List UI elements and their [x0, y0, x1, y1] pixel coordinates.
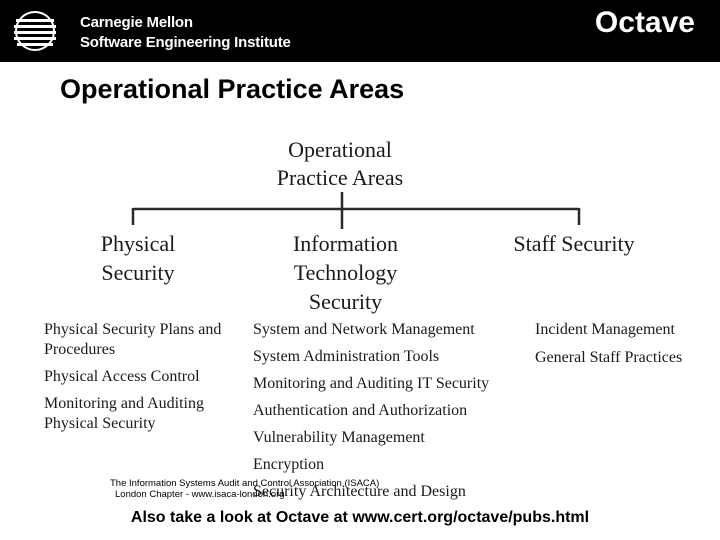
root-label-line2: Practice Areas — [276, 165, 404, 190]
list-item: Incident Management — [535, 321, 675, 338]
staff-security-items — [535, 320, 705, 368]
root-label-line1: Operational — [288, 137, 392, 162]
area-label-line: Security — [308, 289, 383, 314]
org-name-line1: Carnegie Mellon — [80, 14, 193, 31]
area-staff-security — [498, 229, 650, 258]
list-item: System and Network Management — [253, 321, 475, 338]
footnote-line2: London Chapter - www.isaca-london.org — [115, 489, 285, 500]
list-item: Authentication and Authorization — [253, 402, 468, 419]
list-item: Vulnerability Management — [253, 429, 425, 446]
footnote-line1: The Information Systems Audit and Control Association (ISACA) — [110, 478, 380, 489]
org-name-line2: Software Engineering Institute — [80, 34, 291, 51]
area-physical-security — [78, 229, 198, 287]
list-item: Encryption — [253, 456, 325, 473]
area-label-line: Information — [292, 231, 399, 256]
list-item: Monitoring and Auditing Physical Security — [44, 395, 204, 432]
physical-security-items — [44, 320, 239, 441]
slide-title: Operational Practice Areas — [60, 74, 405, 104]
area-label-line: Physical — [100, 231, 176, 256]
isaca-footnote — [110, 478, 379, 500]
list-item: Physical Access Control — [44, 368, 200, 385]
area-it-security — [268, 229, 423, 316]
area-label-line: Technology — [293, 260, 398, 285]
area-label-line: Security — [101, 260, 175, 285]
list-item: General Staff Practices — [535, 349, 683, 366]
list-item: Monitoring and Auditing IT Security — [253, 375, 490, 392]
list-item: Physical Security Plans and Procedures — [44, 321, 222, 358]
area-label-line: Staff Security — [513, 231, 635, 256]
product-name: Octave — [594, 6, 695, 39]
list-item: System Administration Tools — [253, 348, 440, 365]
list-item: Security Architecture and Design — [253, 483, 466, 500]
octave-link-tagline: Also take a look at Octave at www.cert.org/octave/pubs.html — [130, 509, 590, 526]
